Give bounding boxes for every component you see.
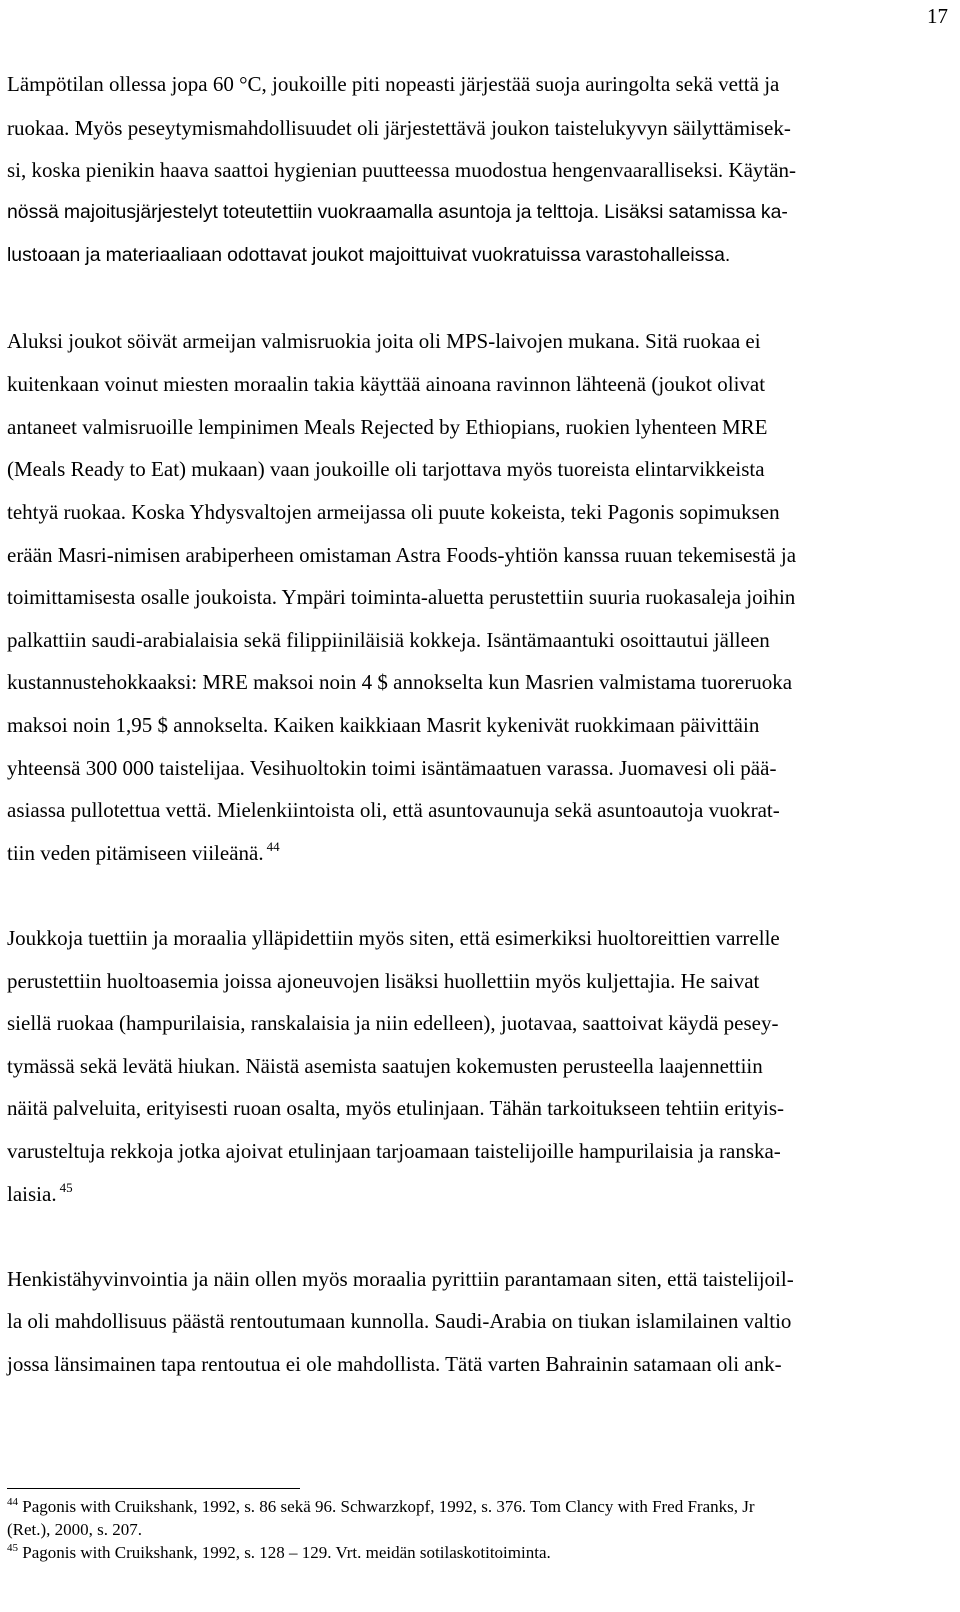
text-line: tymässä sekä levätä hiukan. Näistä asemista saatujen kokemusten perusteella laajennettiin: [7, 1054, 763, 1078]
text-line: Aluksi joukot söivät armeijan valmisruokia joita oli MPS-laivojen mukana. Sitä ruokaa ei: [7, 329, 761, 353]
text-line: (Meals Ready to Eat) mukaan) vaan joukoille oli tarjottava myös tuoreista elintarvikkeista: [7, 457, 765, 481]
footnote-text: Pagonis with Cruikshank, 1992, s. 128 – 129. Vrt. meidän sotilaskotitoiminta.: [22, 1543, 551, 1562]
text-line: palkattiin saudi-arabialaisia sekä filippiiniläisiä kokkeja. Isäntämaantuki osoittautui jälleen: [7, 628, 770, 652]
footnote-ref-45[interactable]: 45: [59, 1180, 73, 1195]
text-line: yhteensä 300 000 taistelijaa. Vesihuoltokin toimi isäntämaatuen varassa. Juomavesi oli pää-: [7, 756, 777, 780]
page-number: 17: [927, 4, 948, 28]
text-line: Joukkoja tuettiin ja moraalia ylläpidettiin myös siten, että esimerkiksi huoltoreittien varrelle: [7, 926, 780, 950]
text-line: si, koska pienikin haava saattoi hygienian puutteessa muodostua hengenvaaralliseksi. Käytän-: [7, 158, 797, 182]
text-line: jossa länsimainen tapa rentoutua ei ole mahdollista. Tätä varten Bahrainin satamaan oli ank-: [7, 1352, 782, 1376]
text-line: tehtyä ruokaa. Koska Yhdysvaltojen armeijassa oli puute kokeista, teki Pagonis sopimuksen: [7, 500, 780, 524]
text-line: kuitenkaan voinut miesten moraalin takia käyttää ainoana ravinnon lähteenä (joukot olivat: [7, 372, 766, 396]
footnote-text: Pagonis with Cruikshank, 1992, s. 86 sekä 96. Schwarzkopf, 1992, s. 376. Tom Clancy with Fred Franks, Jr: [22, 1497, 755, 1516]
text-line: antaneet valmisruoille lempinimen Meals Rejected by Ethiopians, ruokien lyhenteen MRE: [7, 415, 768, 439]
text-line: siellä ruokaa (hampurilaisia, ranskalaisia ja niin edelleen), juotavaa, saattoivat käydä pesey-: [7, 1011, 779, 1035]
footnote-ref-44[interactable]: 44: [266, 839, 280, 854]
footnote-44: [7, 1498, 755, 1515]
text-line: la oli mahdollisuus päästä rentoutumaan kunnolla. Saudi-Arabia on tiukan islamilainen valtio: [7, 1309, 792, 1333]
footnote-45: [7, 1544, 551, 1561]
text-line: ruokaa. Myös peseytymismahdollisuudet oli järjestettävä joukon taistelukyvyn säilyttämisek-: [7, 116, 791, 140]
text-line: perustettiin huoltoasemia joissa ajoneuvojen lisäksi huollettiin myös kuljettajia. He saivat: [7, 969, 760, 993]
text-line: kustannustehokkaaksi: MRE maksoi noin 4 $ annokselta kun Masrien valmistama tuoreruoka: [7, 670, 793, 694]
text-line: varusteltuja rekkoja jotka ajoivat etulinjaan tarjoamaan taistelijoille hampurilaisia ja ranska-: [7, 1139, 781, 1163]
text-line: nössä majoitusjärjestelyt toteutettiin vuokraamalla asuntoja ja telttoja. Lisäksi satamissa ka-: [7, 201, 788, 223]
footnote-44-continued: [7, 1521, 142, 1538]
footnote-separator: [7, 1488, 300, 1489]
text-span: laisia.: [7, 1182, 57, 1206]
text-line: erään Masri-nimisen arabiperheen omistaman Astra Foods-yhtiön kanssa ruuan tekemisestä ja: [7, 543, 797, 567]
text-line: toimittamisesta osalle joukoista. Ympäri toiminta-aluetta perustettiin suuria ruokasaleja joihin: [7, 585, 796, 609]
text-line: näitä palveluita, erityisesti ruoan osalta, myös etulinjaan. Tähän tarkoitukseen tehtiin erityis-: [7, 1096, 784, 1120]
text-line-with-footnote-ref: [7, 1180, 73, 1206]
text-line: asiassa pullotettua vettä. Mielenkiintoista oli, että asuntovaunuja sekä asuntoautoja vuokrat-: [7, 798, 780, 822]
text-line: lustoaan ja materiaaliaan odottavat joukot majoittuivat vuokratuissa varastohalleissa.: [7, 244, 731, 266]
text-span: tiin veden pitämiseen viileänä.: [7, 841, 264, 865]
text-line: Henkistähyvinvointia ja näin ollen myös moraalia pyrittiin parantamaan siten, että taistelijoil-: [7, 1267, 794, 1291]
text-line-with-footnote-ref: [7, 839, 280, 865]
text-line: maksoi noin 1,95 $ annokselta. Kaiken kaikkiaan Masrit kykenivät ruokkimaan päivittäin: [7, 713, 760, 737]
footnote-text: (Ret.), 2000, s. 207.: [7, 1520, 143, 1539]
footnote-number: 44: [7, 1496, 18, 1508]
text-line: Lämpötilan ollessa jopa 60 °C, joukoille piti nopeasti järjestää suoja auringolta sekä vettä ja: [7, 72, 780, 96]
footnote-number: 45: [7, 1542, 18, 1554]
